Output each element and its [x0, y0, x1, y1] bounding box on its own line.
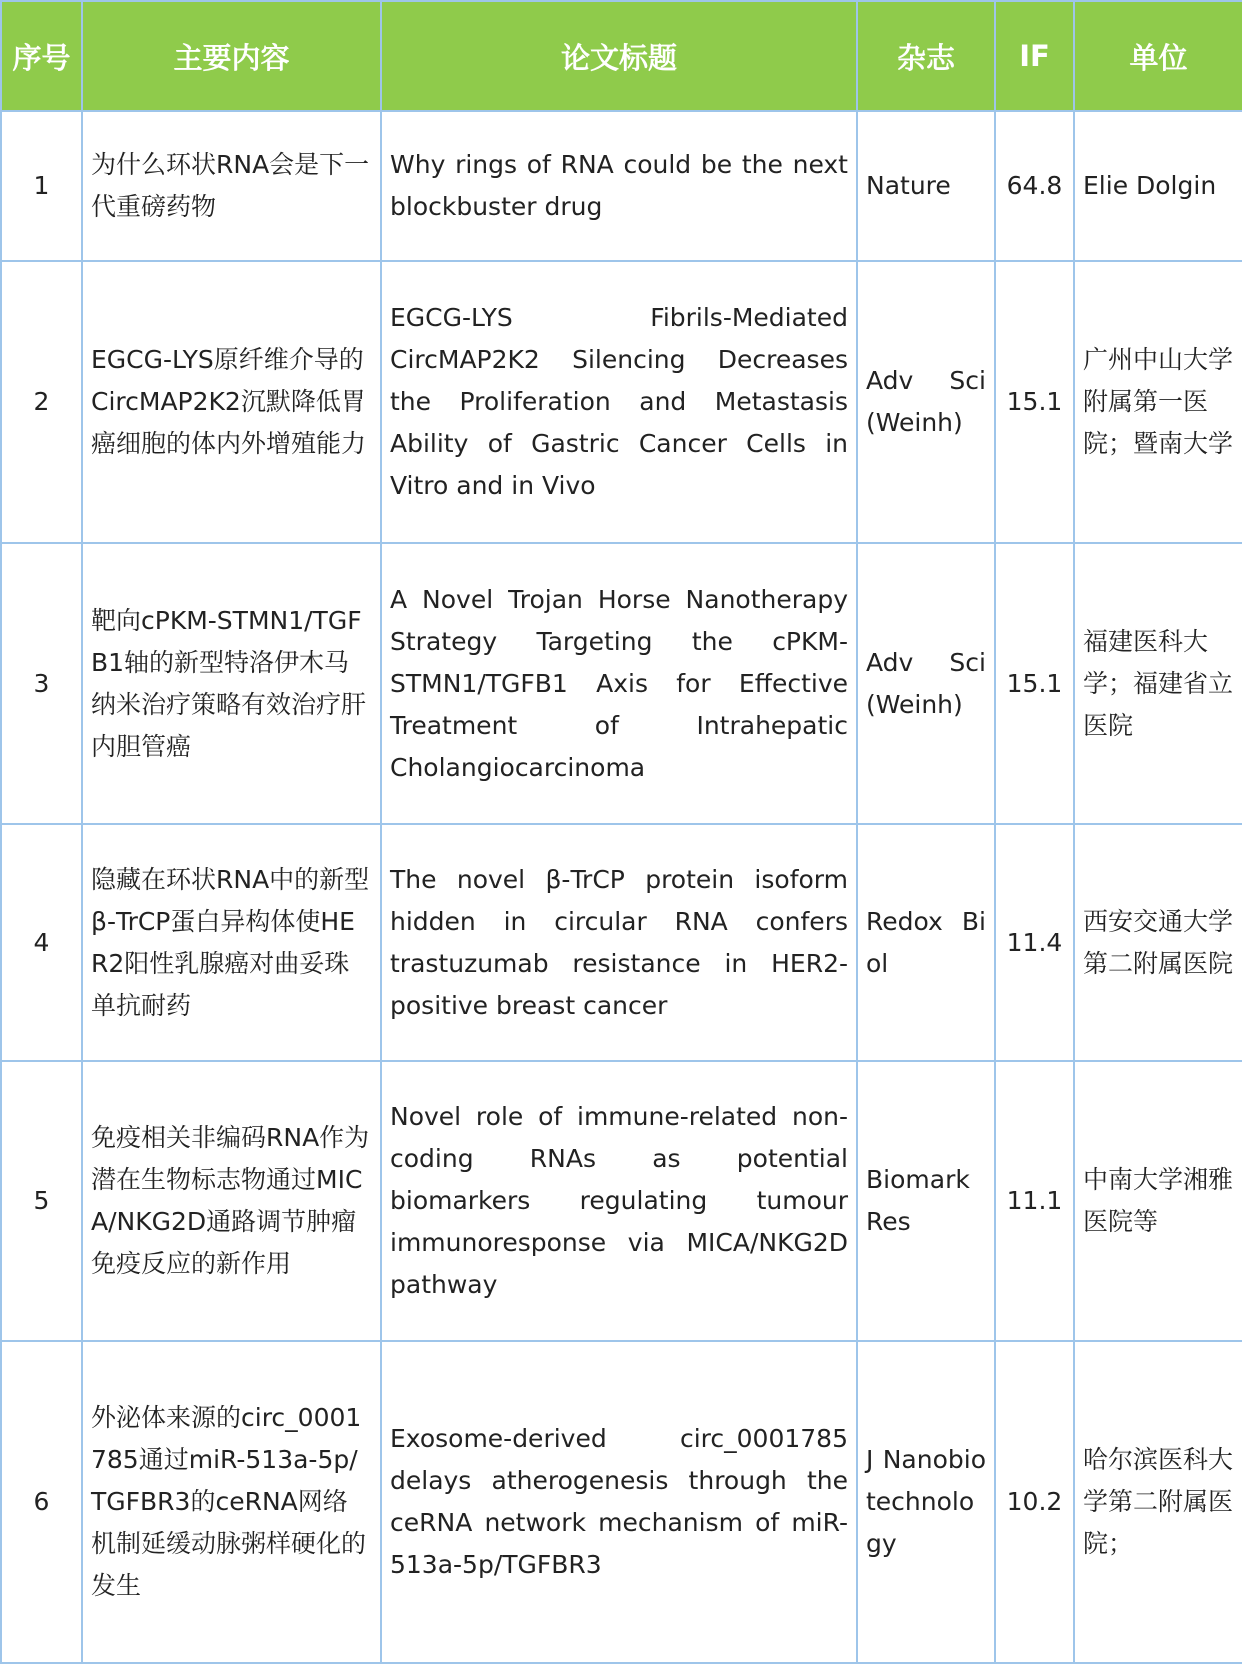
row-index: 6 [1, 1341, 82, 1663]
row-title: Why rings of RNA could be the next blockbuster drug [381, 111, 857, 261]
table-row [1, 1061, 1242, 1341]
row-journal: Adv Sci (Weinh) [857, 261, 995, 543]
row-unit: Elie Dolgin [1074, 111, 1242, 261]
row-if: 15.1 [995, 543, 1074, 824]
header-row [1, 1, 1242, 111]
row-topic: 外泌体来源的circ_0001785通过miR-513a-5p/TGFBR3的ceRNA网络机制延缓动脉粥样硬化的发生 [82, 1341, 381, 1663]
row-journal: Adv Sci (Weinh) [857, 543, 995, 824]
row-if: 15.1 [995, 261, 1074, 543]
row-index: 2 [1, 261, 82, 543]
row-index: 4 [1, 824, 82, 1061]
row-index: 3 [1, 543, 82, 824]
row-title: EGCG-LYS Fibrils-Mediated CircMAP2K2 Silencing Decreases the Proliferation and Metastasis Ability of Gastric Cancer Cells in Vitro and in Vivo [381, 261, 857, 543]
row-index: 5 [1, 1061, 82, 1341]
table-row [1, 824, 1242, 1061]
row-unit: 西安交通大学第二附属医院 [1074, 824, 1242, 1061]
row-unit: 哈尔滨医科大学第二附属医院； [1074, 1341, 1242, 1663]
row-topic: 免疫相关非编码RNA作为潜在生物标志物通过MICA/NKG2D通路调节肿瘤免疫反应的新作用 [82, 1061, 381, 1341]
table-row [1, 543, 1242, 824]
row-unit: 广州中山大学附属第一医院；暨南大学 [1074, 261, 1242, 543]
row-if: 11.4 [995, 824, 1074, 1061]
table-row [1, 261, 1242, 543]
row-topic: 靶向cPKM-STMN1/TGFB1轴的新型特洛伊木马纳米治疗策略有效治疗肝内胆管癌 [82, 543, 381, 824]
row-journal: J Nanobiotechnology [857, 1341, 995, 1663]
row-title: Exosome-derived circ_0001785 delays atherogenesis through the ceRNA network mechanism of miR-513a-5p/TGFBR3 [381, 1341, 857, 1663]
row-unit: 中南大学湘雅医院等 [1074, 1061, 1242, 1341]
row-index: 1 [1, 111, 82, 261]
row-title: The novel β-TrCP protein isoform hidden in circular RNA confers trastuzumab resistance in HER2-positive breast cancer [381, 824, 857, 1061]
header-topic: 主要内容 [82, 1, 381, 111]
table-body [1, 111, 1242, 1663]
header-unit: 单位 [1074, 1, 1242, 111]
header-if: IF [995, 1, 1074, 111]
row-journal: Redox Biol [857, 824, 995, 1061]
row-title: A Novel Trojan Horse Nanotherapy Strategy Targeting the cPKM-STMN1/TGFB1 Axis for Effective Treatment of Intrahepatic Cholangiocarcinoma [381, 543, 857, 824]
row-title: Novel role of immune-related non-coding RNAs as potential biomarkers regulating tumour immunoresponse via MICA/NKG2D pathway [381, 1061, 857, 1341]
table-header [1, 1, 1242, 111]
row-journal: Nature [857, 111, 995, 261]
row-topic: EGCG-LYS原纤维介导的CircMAP2K2沉默降低胃癌细胞的体内外增殖能力 [82, 261, 381, 543]
row-unit: 福建医科大学；福建省立医院 [1074, 543, 1242, 824]
row-if: 10.2 [995, 1341, 1074, 1663]
table-row [1, 1341, 1242, 1663]
header-index: 序号 [1, 1, 82, 111]
row-journal: Biomark Res [857, 1061, 995, 1341]
header-title: 论文标题 [381, 1, 857, 111]
table-row [1, 111, 1242, 261]
row-topic: 为什么环状RNA会是下一代重磅药物 [82, 111, 381, 261]
row-if: 64.8 [995, 111, 1074, 261]
row-if: 11.1 [995, 1061, 1074, 1341]
row-topic: 隐藏在环状RNA中的新型β-TrCP蛋白异构体使HER2阳性乳腺癌对曲妥珠单抗耐药 [82, 824, 381, 1061]
header-journal: 杂志 [857, 1, 995, 111]
